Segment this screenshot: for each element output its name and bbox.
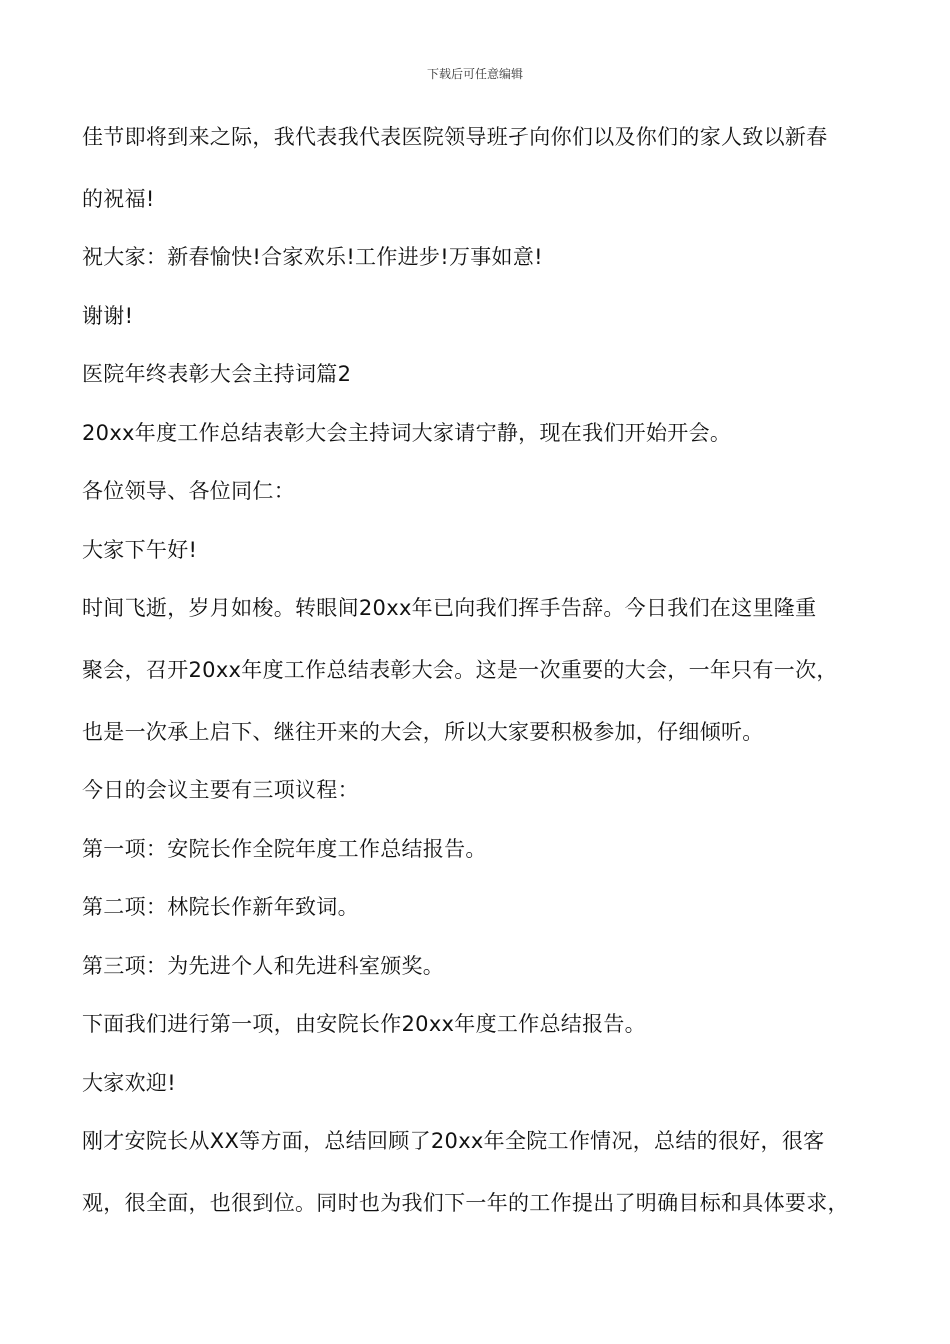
agenda-item-2: 第二项：林院长作新年致词。 (82, 895, 359, 919)
body-line-19: 观，很全面，也很到位。同时也为我们下一年的工作提出了明确目标和具体要求， (82, 1191, 849, 1215)
body-line-2: 的祝福! (82, 187, 155, 211)
body-line-1: 佳节即将到来之际，我代表我代表医院领导班孑向你们以及你们的家人致以新春 (82, 125, 828, 149)
body-line-9: 时间飞逝，岁月如梭。转眼间20xx年已向我们挥手告辞。今日我们在这里隆重 (82, 596, 817, 620)
section-title: 医院年终表彰大会主持词篇2 (82, 362, 352, 386)
agenda-item-1: 第一项：安院长作全院年度工作总结报告。 (82, 837, 487, 861)
header-note: 下载后可任意编辑 (426, 67, 523, 81)
body-line-3: 祝大家：新春愉快!合家欢乐!工作进步!万事如意! (82, 245, 543, 269)
body-line-17: 大家欢迎! (82, 1071, 176, 1095)
body-line-12: 今日的会议主要有三项议程： (82, 778, 359, 802)
body-line-7: 各位领导、各位同仁： (82, 479, 295, 503)
agenda-item-3: 第三项：为先进个人和先进科室颁奖。 (82, 954, 445, 978)
body-line-10: 聚会，召开20xx年度工作总结表彰大会。这是一次重要的大会，一年只有一次， (82, 658, 838, 682)
body-line-8: 大家下午好! (82, 538, 198, 562)
body-line-16: 下面我们进行第一项，由安院长作20xx年度工作总结报告。 (82, 1012, 646, 1036)
body-line-4: 谢谢! (82, 304, 134, 328)
body-line-18: 刚才安院长从XX等方面，总结回顾了20xx年全院工作情况，总结的很好，很客 (82, 1129, 825, 1153)
body-line-11: 也是一次承上启下、继往开来的大会，所以大家要积极参加，仔细倾听。 (82, 720, 764, 744)
body-line-6: 20xx年度工作总结表彰大会主持词大家请宁静，现在我们开始开会。 (82, 421, 732, 445)
